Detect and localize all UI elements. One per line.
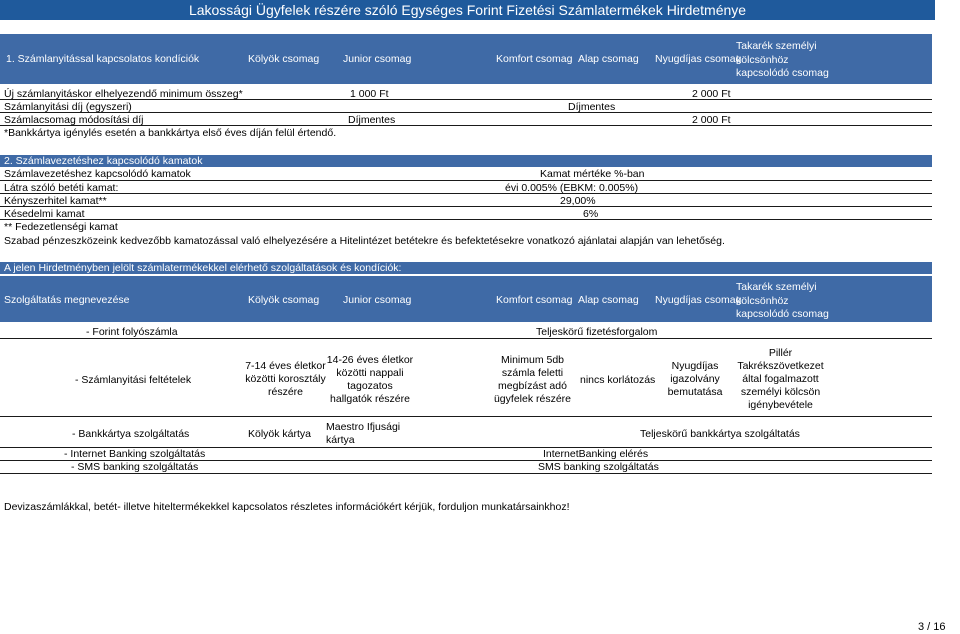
s3-cond-nyugdijas: Nyugdíjas igazolvány bemutatása xyxy=(667,360,723,398)
s3-cond-takarek: Pillér Takrékszövetkezet által fogalmazott személyi kölcsön igénybevétele xyxy=(737,347,824,411)
s3-col-takarek: Takarék személyi kölcsönhöz kapcsolódó csomag xyxy=(736,281,829,320)
col-junior: Junior csomag xyxy=(343,53,412,65)
s3-col-nyugdijas: Nyugdíjas csomag xyxy=(655,294,742,306)
s3-card-label: - Bankkártya szolgáltatás xyxy=(72,428,190,440)
s1-row2-label: Számlanyitási díj (egyszeri) xyxy=(4,101,132,113)
col-nyugdijas: Nyugdíjas csomag xyxy=(655,53,742,65)
divider xyxy=(0,125,932,126)
col-kolyok: Kölyök csomag xyxy=(248,53,320,65)
col-komfort: Komfort csomag xyxy=(496,53,573,65)
col-alap: Alap csomag xyxy=(578,53,639,65)
s2-col-label: Számlavezetéshez kapcsolódó kamatok xyxy=(4,168,191,180)
divider xyxy=(0,338,932,339)
page-title: Lakossági Ügyfelek részére szóló Egységes Forint Fizetési Számlatermékek Hirdetménye xyxy=(188,2,747,18)
s3-sms-value: SMS banking szolgáltatás xyxy=(538,461,659,473)
s3-internet-label: - Internet Banking szolgáltatás xyxy=(64,448,206,460)
divider xyxy=(0,219,932,220)
s1-row3-value-a: Díjmentes xyxy=(348,114,396,126)
s2-row2-value: 29,00% xyxy=(560,195,596,207)
s2-note2: Szabad pénzeszközeink kedvezőbb kamatozással való elhelyezésére a Hitelintézet betétekre és befektetésekre vonatkozó ajánlatai alapján van lehetőség. xyxy=(4,235,725,247)
section1-header: 1. Számlanyitással kapcsolatos kondíciók xyxy=(6,53,200,65)
s3-forint-value: Teljeskörű fizetésforgalom xyxy=(536,326,658,338)
s3-col-komfort: Komfort csomag xyxy=(496,294,573,306)
s3-cond-komfort: Minimum 5db számla feletti megbízást adó ügyfelek részére xyxy=(493,354,572,405)
s1-row1-value-b: 2 000 Ft xyxy=(692,88,731,100)
divider xyxy=(0,473,932,474)
col-takarek: Takarék személyi kölcsönhöz kapcsolódó csomag xyxy=(736,40,829,79)
s1-note: *Bankkártya igénylés esetén a bankkártya első éves díján felül értendő. xyxy=(4,127,337,139)
s2-row2-label: Kényszerhitel kamat** xyxy=(4,195,107,207)
s3-card-junior: Maestro Ifjusági kártya xyxy=(326,421,401,446)
footer-note: Devizaszámlákkal, betét- illetve hiteltermékekkel kapcsolatos részletes információkért kérjük, forduljon munkatársainkhoz! xyxy=(4,501,570,513)
s3-conditions-label: - Számlanyitási feltételek xyxy=(75,374,192,386)
s3-col-junior: Junior csomag xyxy=(343,294,412,306)
s1-row1-label: Új számlanyitáskor elhelyezendő minimum összeg* xyxy=(4,88,243,100)
divider xyxy=(0,206,932,207)
divider xyxy=(0,193,932,194)
s3-cond-kolyok: 7-14 éves életkor közötti korosztály részére xyxy=(245,360,326,398)
s2-row1-label: Látra szóló betéti kamat: xyxy=(4,182,119,194)
s2-col-value: Kamat mértéke %-ban xyxy=(540,168,645,180)
s1-row3-value-b: 2 000 Ft xyxy=(692,114,731,126)
s3-cond-junior: 14-26 éves életkor közötti nappali tagozatos hallgatók részére xyxy=(326,354,414,405)
page-number: 3 / 16 xyxy=(918,621,946,633)
s3-card-kolyok: Kölyök kártya xyxy=(248,428,312,440)
s3-forint-label: - Forint folyószámla xyxy=(86,326,178,338)
s3-col-kolyok: Kölyök csomag xyxy=(248,294,320,306)
section3-band-text: A jelen Hirdetményben jelölt számlatermékekkel elérhető szolgáltatások és kondíciók: xyxy=(4,262,402,274)
s2-row3-value: 6% xyxy=(583,208,599,220)
section2-band-text: 2. Számlavezetéshez kapcsolódó kamatok xyxy=(4,155,203,167)
divider xyxy=(0,112,932,113)
divider xyxy=(0,180,932,181)
s1-row1-value-a: 1 000 Ft xyxy=(350,88,389,100)
s2-row1-value: évi 0.005% (EBKM: 0.005%) xyxy=(505,182,639,194)
s3-col-alap: Alap csomag xyxy=(578,294,639,306)
s1-row3-label: Számlacsomag módosítási díj xyxy=(4,114,144,126)
s2-note1: ** Fedezetlenségi kamat xyxy=(4,221,118,233)
s2-row3-label: Késedelmi kamat xyxy=(4,208,85,220)
s3-internet-value: InternetBanking elérés xyxy=(543,448,649,460)
s3-sms-label: - SMS banking szolgáltatás xyxy=(71,461,199,473)
s3-header: Szolgáltatás megnevezése xyxy=(4,294,130,306)
s3-cond-alap: nincs korlátozás xyxy=(580,374,656,386)
divider xyxy=(0,99,932,100)
s3-card-rest: Teljeskörű bankkártya szolgáltatás xyxy=(640,428,800,440)
divider xyxy=(0,416,932,417)
s1-row2-value: Díjmentes xyxy=(568,101,616,113)
